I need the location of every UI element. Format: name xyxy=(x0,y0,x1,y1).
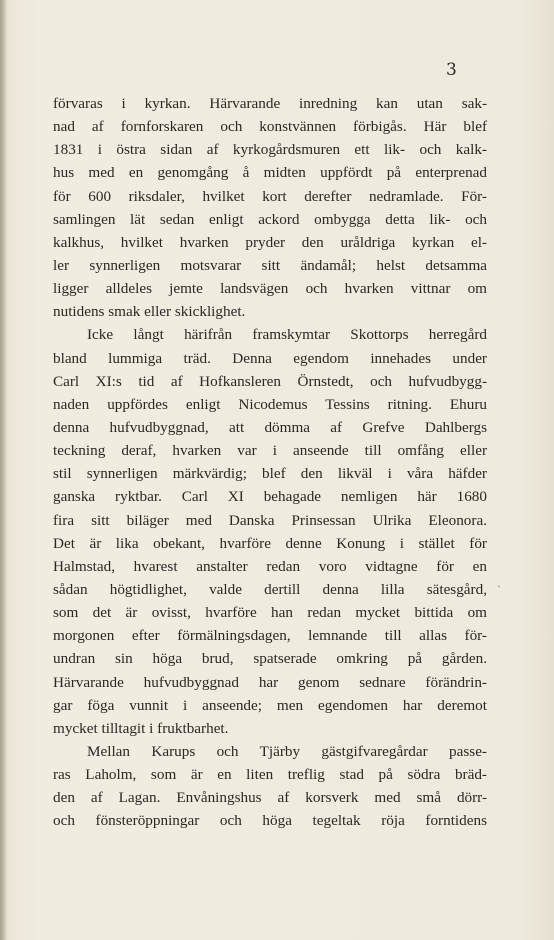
text-line: teckning deraf, hvarken var i anseende till omfång eller xyxy=(53,442,487,460)
text-line: mycket tilltagit i fruktbarhet. xyxy=(53,719,229,737)
text-line: fira sitt biläger med Danska Prinsessan Ulrika Eleonora. xyxy=(53,511,487,529)
text-line: förvaras i kyrkan. Härvarande inredning kan utan sak- xyxy=(53,95,487,112)
text-line: sådan högtidlighet, valde dertill denna lilla sätesgård, xyxy=(53,580,487,598)
text-line: gar föga vunnit i anseende; men egendomen har deremot xyxy=(53,696,487,714)
text-line: Icke långt härifrån framskymtar Skottorps herregård xyxy=(87,326,487,344)
text-line: som det är ovisst, hvarföre han redan mycket bittida om xyxy=(53,604,487,622)
text-line: stil synnerligen märkvärdig; blef den likväl i våra häfder xyxy=(53,465,487,483)
margin-mark: ˎ xyxy=(497,574,501,588)
text-line: den af Lagan. Envåningshus af korsverk med små dörr- xyxy=(53,789,487,807)
text-line: bland lummiga träd. Denna egendom innehades under xyxy=(53,349,487,367)
text-line: undran sin höga brud, spatserade omkring på gården. xyxy=(53,650,487,668)
text-line: Det är lika obekant, hvarföre denne Konung i stället för xyxy=(53,534,487,552)
text-line: nutidens smak eller skicklighet. xyxy=(53,303,246,321)
text-line: ler synnerligen motsvarar sitt ändamål; helst detsamma xyxy=(53,256,487,274)
text-line: nad af fornforskaren och konstvännen förbigås. Här blef xyxy=(53,118,487,136)
text-line: hus med en genomgång å midten uppfördt på enterprenad xyxy=(53,164,487,182)
text-line: Carl XI:s tid af Hofkansleren Örnstedt, och hufvudbygg- xyxy=(53,372,487,390)
text-line: för 600 riksdaler, hvilket kort derefter nedramlade. För- xyxy=(53,187,487,205)
text-line: morgonen efter förmälningsdagen, lemnande till allas för- xyxy=(53,627,487,645)
text-line: samlingen lät sedan enligt ackord ombygga detta lik- och xyxy=(53,210,487,228)
text-line: denna hufvudbyggnad, att dömma af Grefve Dahlbergs xyxy=(53,418,487,436)
text-line: ras Laholm, som är en liten treflig stad på södra bräd- xyxy=(53,766,487,784)
text-line: naden uppfördes enligt Nicodemus Tessins ritning. Ehuru xyxy=(53,395,487,413)
text-line: Halmstad, hvarest anstalter redan voro vidtagne för en xyxy=(53,557,487,575)
text-line: Härvarande hufvudbyggnad har genom sednare förändrin- xyxy=(53,673,487,691)
body-text xyxy=(53,92,487,833)
text-line: Mellan Karups och Tjärby gästgifvaregårdar passe- xyxy=(87,742,487,760)
text-line: och fönsteröppningar och höga tegeltak röja forntidens xyxy=(53,812,487,830)
text-line: 1831 i östra sidan af kyrkogårdsmuren ett lik- och kalk- xyxy=(53,141,487,159)
text-line: kalkhus, hvilket hvarken pryder den uråldriga kyrkan el- xyxy=(53,233,487,251)
page-spine-shadow xyxy=(0,0,6,940)
text-line: ganska ryktbar. Carl XI behagade nemligen här 1680 xyxy=(53,488,487,506)
page-number: 3 xyxy=(446,60,457,80)
text-line: ligger alldeles jemte landsvägen och hvarken vittnar om xyxy=(53,280,487,298)
